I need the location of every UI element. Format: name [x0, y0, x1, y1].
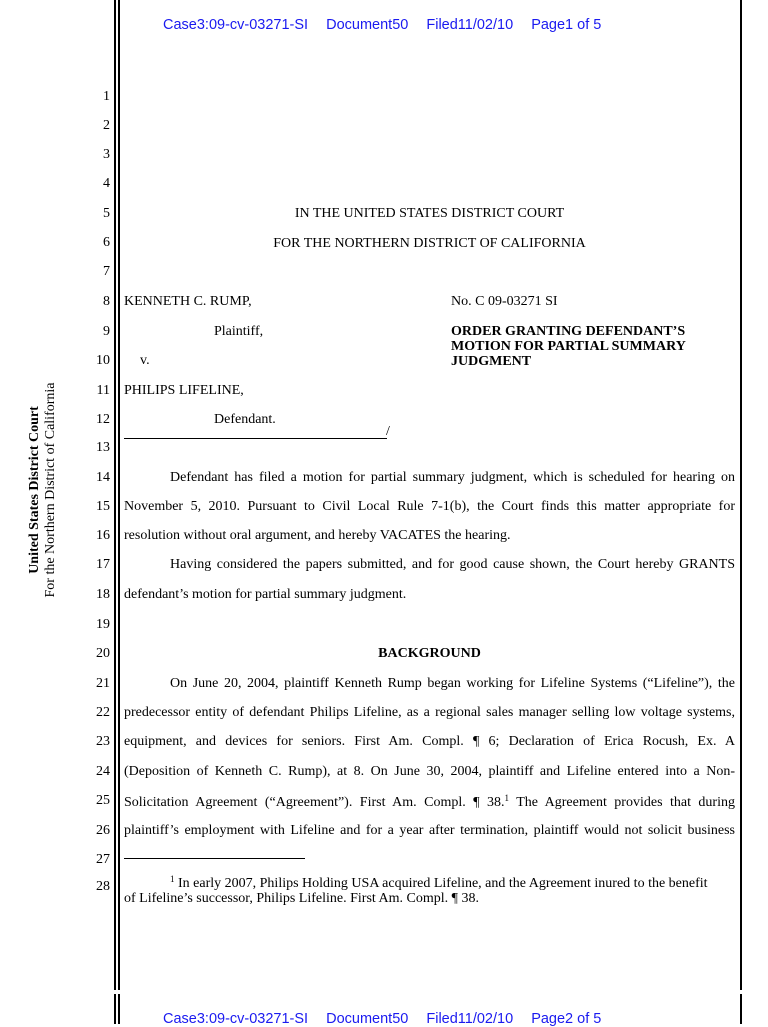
background-line: predecessor entity of defendant Philips Lifeline, as a regional sales manager selling low voltage systems, — [124, 705, 735, 720]
next-page-left-rule-inner — [118, 994, 120, 1024]
versus: v. — [140, 353, 150, 368]
order-title-line-1: ORDER GRANTING DEFENDANT’S — [451, 324, 686, 339]
left-margin-rule-outer — [114, 0, 116, 990]
line-number: 19 — [96, 617, 110, 632]
line-number: 25 — [96, 793, 110, 808]
intro-line: defendant’s motion for partial summary judgment. — [124, 587, 407, 602]
header-page: Page1 of 5 — [531, 17, 602, 33]
court-title-line-1: IN THE UNITED STATES DISTRICT COURT — [294, 206, 565, 221]
intro-line: November 5, 2010. Pursuant to Civil Local Rule 7-1(b), the Court finds this matter appropriate for — [124, 499, 735, 514]
line-number: 1 — [103, 89, 110, 104]
background-line: On June 20, 2004, plaintiff Kenneth Rump began working for Lifeline Systems (“Lifeline”), the — [170, 676, 735, 691]
next-page-right-rule — [740, 994, 742, 1024]
side-district-name: For the Northern District of California — [43, 382, 58, 598]
next-page-left-rule-outer — [114, 994, 116, 1024]
background-line: (Deposition of Kenneth C. Rump), at 8. On June 30, 2004, plaintiff and Lifeline entered into a Non- — [124, 764, 735, 779]
line-number: 16 — [96, 528, 110, 543]
header-case-number: Case3:09-cv-03271-SI — [163, 17, 309, 33]
line-number: 18 — [96, 587, 110, 602]
line-number: 11 — [96, 383, 110, 398]
line-number: 13 — [96, 440, 110, 455]
footnote — [124, 872, 735, 906]
order-title-line-3: JUDGMENT — [451, 354, 532, 369]
section-heading-background: BACKGROUND — [378, 646, 481, 661]
line-number: 9 — [103, 324, 110, 339]
next-header-case-number: Case3:09-cv-03271-SI — [163, 1011, 309, 1027]
right-margin-rule — [740, 0, 742, 990]
footnote-text-1: In early 2007, Philips Holding USA acquired Lifeline, and the Agreement inured to the benefit — [174, 876, 708, 891]
intro-line: Defendant has filed a motion for partial summary judgment, which is scheduled for hearing on — [170, 470, 735, 485]
next-header-filed-date: Filed11/02/10 — [426, 1011, 514, 1027]
line-number: 28 — [96, 879, 110, 894]
plaintiff-role: Plaintiff, — [214, 324, 264, 339]
plaintiff-name: KENNETH C. RUMP, — [124, 294, 252, 309]
defendant-role: Defendant. — [214, 412, 276, 427]
next-header-page: Page2 of 5 — [531, 1011, 602, 1027]
line-number: 6 — [103, 235, 110, 250]
background-line: plaintiff’s employment with Lifeline and for a year after termination, plaintiff would not solicit business — [124, 823, 735, 838]
line-number: 7 — [103, 264, 110, 279]
line-number: 24 — [96, 764, 110, 779]
line-number: 27 — [96, 852, 110, 867]
line-number: 4 — [103, 176, 110, 191]
line-number: 8 — [103, 294, 110, 309]
line-number: 20 — [96, 646, 110, 661]
line-number: 15 — [96, 499, 110, 514]
side-court-name: United States District Court — [27, 406, 42, 574]
line-number: 10 — [96, 353, 110, 368]
background-line: Solicitation Agreement (“Agreement”). First Am. Compl. ¶ 38.$^1$ The Agreement provides that during — [124, 793, 735, 810]
caption-underline — [124, 438, 387, 439]
line-number: 14 — [96, 470, 110, 485]
line-number: 26 — [96, 823, 110, 838]
order-title-line-2: MOTION FOR PARTIAL SUMMARY — [451, 339, 686, 354]
header-filed-date: Filed11/02/10 — [426, 17, 514, 33]
case-number: No. C 09-03271 SI — [451, 294, 558, 309]
line-number: 22 — [96, 705, 110, 720]
court-side-label — [27, 382, 59, 597]
footnote-reference: 1 — [504, 793, 509, 803]
next-header-document: Document50 — [326, 1011, 409, 1027]
line-number: 5 — [103, 206, 110, 221]
caption-slash: / — [386, 424, 390, 439]
line-number: 17 — [96, 557, 110, 572]
filing-header — [163, 17, 615, 33]
intro-line: resolution without oral argument, and hereby VACATES the hearing. — [124, 528, 511, 543]
court-title-line-2: FOR THE NORTHERN DISTRICT OF CALIFORNIA — [273, 236, 586, 251]
intro-line: Having considered the papers submitted, and for good cause shown, the Court hereby GRANTS — [170, 557, 735, 572]
line-number: 3 — [103, 147, 110, 162]
footnote-text-2: of Lifeline’s successor, Philips Lifeline. First Am. Compl. ¶ 38. — [124, 891, 479, 906]
left-margin-rule-inner — [118, 0, 120, 990]
defendant-name: PHILIPS LIFELINE, — [124, 383, 244, 398]
line-number: 12 — [96, 412, 110, 427]
footnote-separator — [124, 858, 305, 859]
header-document: Document50 — [326, 17, 409, 33]
line-number: 2 — [103, 118, 110, 133]
footnote-marker: 1 — [170, 874, 175, 884]
line-number: 21 — [96, 676, 110, 691]
background-line: equipment, and devices for seniors. First Am. Compl. ¶ 6; Declaration of Erica Rocush, Ex. A — [124, 734, 735, 749]
next-page-header — [163, 1011, 615, 1027]
line-number: 23 — [96, 734, 110, 749]
